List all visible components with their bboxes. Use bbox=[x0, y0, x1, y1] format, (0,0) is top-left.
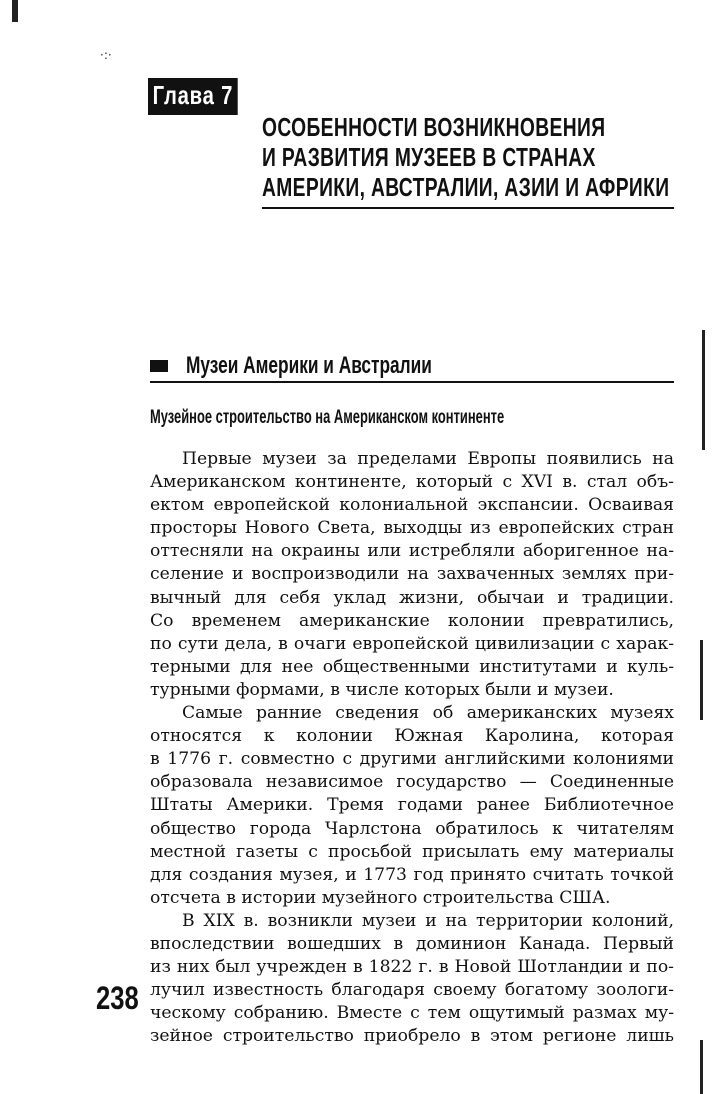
section-bullet-icon bbox=[150, 360, 168, 372]
chapter-title-line: ОСОБЕННОСТИ ВОЗНИКНОВЕНИЯ bbox=[262, 112, 606, 142]
text-line: для создания музея, и 1773 год принято считать точкой bbox=[150, 864, 674, 885]
section-rule bbox=[150, 381, 674, 383]
text-line: селение и воспроизводили на захваченных землях при- bbox=[150, 564, 674, 585]
chapter-title-line: И РАЗВИТИЯ МУЗЕЕВ В СТРАНАХ bbox=[262, 142, 596, 172]
text-line: терными для нее общественными институтами и куль- bbox=[150, 656, 674, 677]
section-title: Музеи Америки и Австралии bbox=[186, 352, 432, 379]
scan-mark-right-2 bbox=[700, 640, 703, 720]
paragraph bbox=[150, 910, 674, 1049]
text-line: Первые музеи за пределами Европы появились на bbox=[182, 449, 674, 469]
chapter-label: Глава 7 bbox=[148, 78, 238, 115]
text-line: в 1776 г. совместно с другими английскими колониями bbox=[150, 749, 674, 770]
body-text bbox=[150, 448, 674, 1048]
text-line: В XIX в. возникли музеи и на территории колоний, bbox=[182, 910, 674, 931]
chapter-title-line: АМЕРИКИ, АВСТРАЛИИ, АЗИИ И АФРИКИ bbox=[262, 172, 670, 202]
text-line: зейное строительство приобрело в этом регионе лишь bbox=[150, 1026, 674, 1047]
text-line: Со временем американские колонии превратились, bbox=[150, 610, 674, 631]
text-line: по сути дела, в очаги европейской цивилизации с харак- bbox=[150, 633, 674, 654]
chapter-title bbox=[262, 112, 674, 202]
chapter-title-rule bbox=[262, 207, 674, 209]
text-line: относятся к колонии Южная Каролина, которая bbox=[150, 726, 674, 747]
text-line: Американском континенте, который с XVI в. стал объ- bbox=[150, 472, 674, 493]
text-line: оттесняли на окраины или истребляли аборигенное на- bbox=[150, 541, 674, 562]
section-heading bbox=[150, 352, 674, 380]
subsection-title: Музейное строительство на Американском континенте bbox=[150, 407, 505, 428]
paragraph bbox=[150, 702, 674, 910]
scan-mark-right bbox=[702, 330, 705, 450]
text-line: вычный для себя уклад жизни, обычаи и традиции. bbox=[150, 587, 674, 608]
scan-mark-right-3 bbox=[700, 1040, 703, 1094]
text-line: ческому собранию. Вместе с тем ощутимый размах му- bbox=[150, 1003, 674, 1024]
text-line: Самые ранние сведения об американских музеях bbox=[182, 703, 674, 724]
text-line: общество города Чарлстона обратилось к читателям bbox=[150, 818, 674, 839]
text-line: образовала независимое государство — Соединенные bbox=[150, 772, 674, 793]
text-line: из них был учрежден в 1822 г. в Новой Шотландии и по- bbox=[150, 957, 674, 978]
text-line: ектом европейской колониальной экспансии. Осваивая bbox=[150, 495, 674, 516]
scan-mark-left bbox=[12, 0, 18, 22]
text-line: просторы Нового Света, выходцы из европейских стран bbox=[150, 518, 674, 539]
text-line: впоследствии вошедших в доминион Канада. Первый bbox=[150, 933, 674, 954]
scan-speck: ·:· bbox=[100, 48, 112, 62]
text-line: турными формами, в числе которых были и музеи. bbox=[150, 679, 614, 700]
text-line: местной газеты с просьбой присылать ему материалы bbox=[150, 841, 674, 862]
text-line: Штаты Америки. Тремя годами ранее Библиотечное bbox=[150, 795, 674, 816]
page-number: 238 bbox=[96, 980, 139, 1016]
text-line: лучил известность благодаря своему богатому зоологи- bbox=[150, 980, 674, 1001]
paragraph bbox=[150, 448, 674, 702]
text-line: отсчета в истории музейного строительства США. bbox=[150, 887, 611, 908]
